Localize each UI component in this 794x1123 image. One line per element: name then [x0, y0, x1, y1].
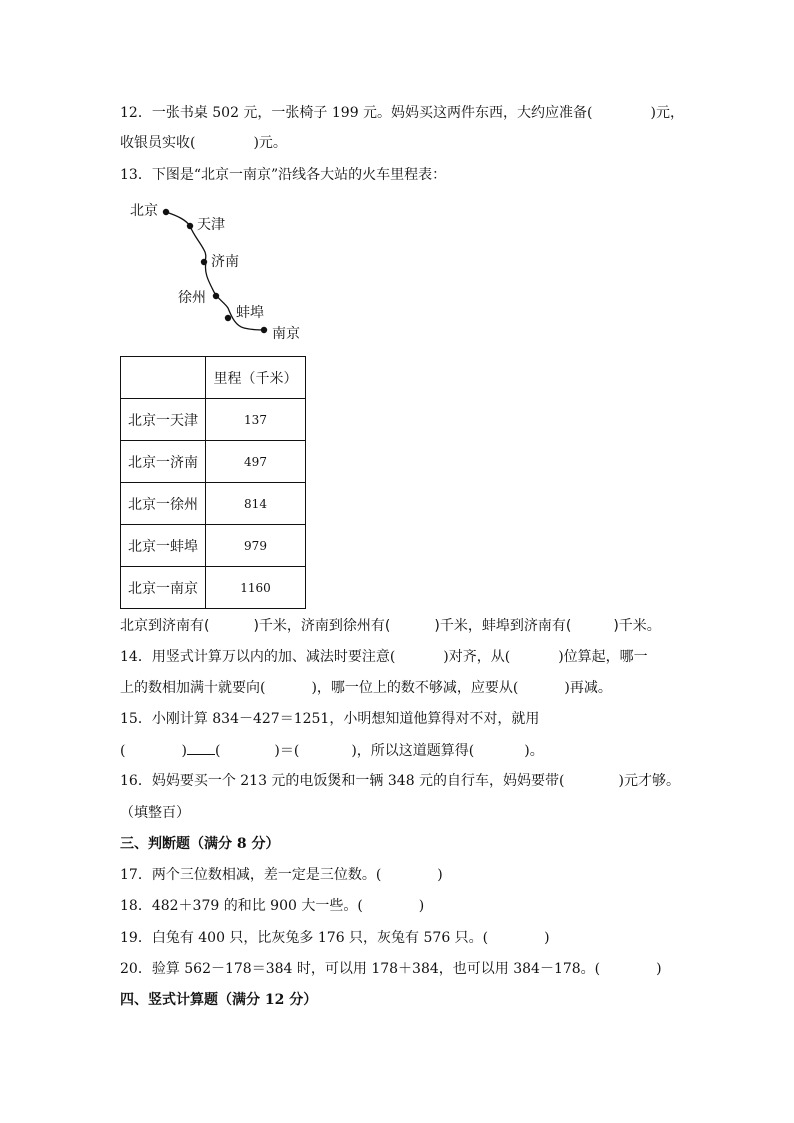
question-14-line-2: 上的数相加满十就要向( )，哪一位上的数不够减，应要从( )再减。: [120, 680, 612, 696]
question-13-answer-line: 北京到济南有( )千米，济南到徐州有( )千米，蚌埠到济南有( )千米。: [120, 618, 661, 634]
section-4-title: 四、竖式计算题（满分 12 分）: [120, 992, 318, 1008]
question-16-line-1: 16．妈妈要买一个 213 元的电饭煲和一辆 348 元的自行车，妈妈要带( )元才够。: [120, 773, 680, 789]
table-row: 北京一徐州 814: [121, 483, 306, 525]
table-header-row: [121, 357, 306, 399]
station-label-nanjing: 南京: [272, 326, 300, 342]
railway-route-map: [120, 196, 320, 346]
question-17: 17．两个三位数相减，差一定是三位数。( ): [120, 867, 443, 883]
question-12-line-2: 收银员实收( )元。: [120, 135, 287, 151]
station-label-xuzhou: 徐州: [178, 290, 206, 306]
table-row: 北京一济南 497: [121, 441, 306, 483]
table-header-cell: 里程（千米）: [206, 357, 306, 399]
station-dot-jinan: [201, 259, 207, 265]
section-3-title: 三、判断题（满分 8 分）: [120, 836, 280, 852]
question-16-line-2: （填整百）: [120, 805, 190, 821]
station-label-jinan: 济南: [211, 254, 239, 270]
station-dot-bengbu: [225, 315, 231, 321]
question-13-line-1: 13．下图是“北京一南京”沿线各大站的火车里程表：: [120, 167, 447, 183]
mileage-table: [120, 356, 306, 609]
question-15-line-2: ( ) ( )＝( )，所以这道题算得( )。: [120, 740, 544, 761]
station-label-tianjin: 天津: [197, 217, 225, 233]
table-row: 北京一南京 1160: [121, 567, 306, 609]
station-label-bengbu: 蚌埠: [236, 305, 264, 321]
station-dot-xuzhou: [213, 293, 219, 299]
station-dot-beijing: [163, 209, 169, 215]
question-15-line-1: 15．小刚计算 834－427＝1251，小明想知道他算得对不对，就用: [120, 711, 540, 727]
question-19: 19．白兔有 400 只，比灰兔多 176 只，灰兔有 576 只。( ): [120, 930, 550, 946]
station-label-beijing: 北京: [130, 203, 158, 219]
question-20: 20．验算 562－178＝384 时，可以用 178＋384，也可以用 384－178。( ): [120, 961, 662, 977]
question-14-line-1: 14．用竖式计算万以内的加、减法时要注意( )对齐，从( )位算起，哪一: [120, 649, 648, 665]
station-dot-nanjing: [261, 327, 267, 333]
table-row: 北京一蚌埠 979: [121, 525, 306, 567]
station-dot-tianjin: [187, 223, 193, 229]
table-corner-cell: [121, 357, 206, 399]
operator-blank[interactable]: [187, 740, 215, 755]
question-12-line-1: 12．一张书桌 502 元，一张椅子 199 元。妈妈买这两件东西，大约应准备( )元，: [120, 105, 684, 121]
question-18: 18．482＋379 的和比 900 大一些。( ): [120, 898, 425, 914]
table-row: 北京一天津 137: [121, 399, 306, 441]
